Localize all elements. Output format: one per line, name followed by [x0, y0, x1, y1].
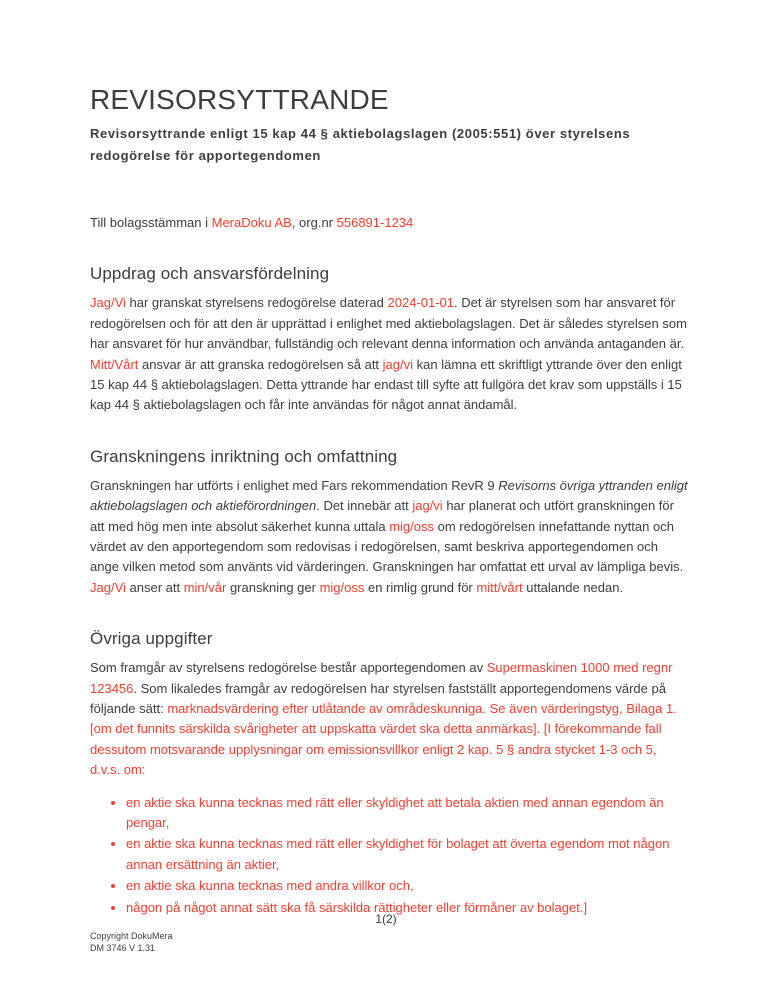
fill-in-text: 556891-1234 [336, 215, 414, 231]
body-text: granskning ger [226, 579, 320, 595]
page-title: REVISORSYTTRANDE [90, 84, 389, 115]
body-text: . Det är styrelsen som har ansvaret för redogörelsen och för att den är upprättad i enlighet med aktiebolagslagen. Det är således styrelsen som har ansvaret för hur användbar, fullständig och relevant denna information och använda antaganden är. [90, 295, 687, 352]
body-text: har planerat och utfört granskningen för att med hög men inte absolut säkerhet kunna uttala [90, 498, 674, 534]
body-text: anser att [125, 579, 184, 595]
salutation-line [90, 213, 688, 233]
fill-in-text: Mitt/Vårt [90, 356, 139, 372]
reference-title-text: Revisorns övriga yttranden enligt aktiebolagslagen och aktieförordningen [90, 477, 688, 514]
copyright-block [90, 930, 173, 954]
section-heading: Övriga uppgifter [90, 629, 213, 649]
list-item: • någon på något annat sätt ska få särskilda rättigheter eller förmåner av bolaget.] [126, 898, 688, 918]
document-subtitle: Revisorsyttrande enligt 15 kap 44 § aktiebolagslagen (2005:551) över styrelsens redogörelse för apportegendomen [90, 126, 631, 164]
body-text: kan lämna ett skriftligt yttrande över den enligt 15 kap 44 § aktiebolagslagen. Detta yttrande har endast till syfte att fullgöra det krav som uppställs i 15 kap 44 § aktiebolagslagen och får inte användas för något annat ändamål. [90, 356, 682, 413]
body-text: Till bolagsstämman i [90, 215, 212, 231]
document-section [90, 629, 688, 918]
body-text: ansvar är att granska redogörelsen så att [138, 356, 383, 372]
body-text: uttalande nedan. [522, 579, 624, 595]
document-content [90, 84, 688, 919]
list-item: • en aktie ska kunna tecknas med andra villkor och, [126, 876, 688, 896]
fill-in-text: Jag/Vi [90, 579, 126, 595]
copyright-line-2: DM 3746 V 1.31 [90, 943, 156, 954]
fill-in-text: mig/oss [319, 579, 365, 595]
body-text: Som framgår av styrelsens redogörelse består apportegendomen av [90, 660, 487, 676]
paragraph [90, 293, 688, 415]
fill-in-text: 2024-01-01 [387, 295, 454, 311]
fill-in-text: mitt/vårt [476, 579, 523, 595]
paragraph [90, 658, 688, 780]
list-item: • en aktie ska kunna tecknas med rätt eller skyldighet för bolaget att överta egendom mot någon annan ersättning än aktier, [126, 834, 688, 875]
section-heading: Uppdrag och ansvarsfördelning [90, 264, 330, 284]
paragraph [90, 476, 688, 598]
fill-in-text: jag/vi [382, 356, 414, 372]
list-item: • en aktie ska kunna tecknas med rätt eller skyldighet att betala aktien med annan egendom än pengar, [126, 793, 688, 834]
fill-in-text: mig/oss [389, 518, 434, 534]
body-text: om redogörelsen innefattande nyttan och värdet av den apportegendom som redovisas i redogörelsen, samt beskriva apportegendomen och ange vilken metod som använts vid värderingen. Granskningen har omfattat ett urval av lämpliga bevis. [90, 518, 684, 575]
fill-in-text: jag/vi [412, 498, 443, 514]
fill-in-text: Supermaskinen 1000 med regnr 123456 [90, 660, 673, 696]
section-heading: Granskningens inriktning och omfattning [90, 446, 398, 466]
page-number: 1(2) [375, 912, 397, 926]
body-text: . Som likaledes framgår av redogörelsen har styrelsen fastställt apportegendomens värde på följande sätt: [90, 680, 666, 717]
document-section [90, 447, 688, 598]
fill-in-text: min/vår [183, 579, 227, 595]
body-text: . Det innebär att [316, 498, 413, 514]
copyright-line-1: Copyright DokuMera [90, 931, 173, 941]
sections-container [90, 264, 688, 918]
body-text: , org.nr [291, 215, 337, 231]
document-section [90, 264, 688, 415]
body-text: Granskningen har utförts i enlighet med Fars rekommendation RevR 9 [90, 477, 499, 493]
fill-in-text: marknadsvärdering efter utlåtande av områdeskunniga. Se även värderingstyg, Bilaga 1. [om det funnits särskilda svårigheter att uppskatta värdet ska detta anmärkas]. [I förekommande fall dessutom motsvarande upplysningar om emissionsvillkor enligt 2 kap. 5 § andra stycket 1-3 och 5, d.v.s. om: [90, 701, 677, 778]
conditions-list [112, 793, 688, 918]
body-text: en rimlig grund för [364, 579, 477, 595]
fill-in-text: Jag/Vi [90, 295, 126, 311]
body-text: har granskat styrelsens redogörelse daterad [125, 295, 388, 311]
fill-in-text: MeraDoku AB [211, 215, 292, 231]
